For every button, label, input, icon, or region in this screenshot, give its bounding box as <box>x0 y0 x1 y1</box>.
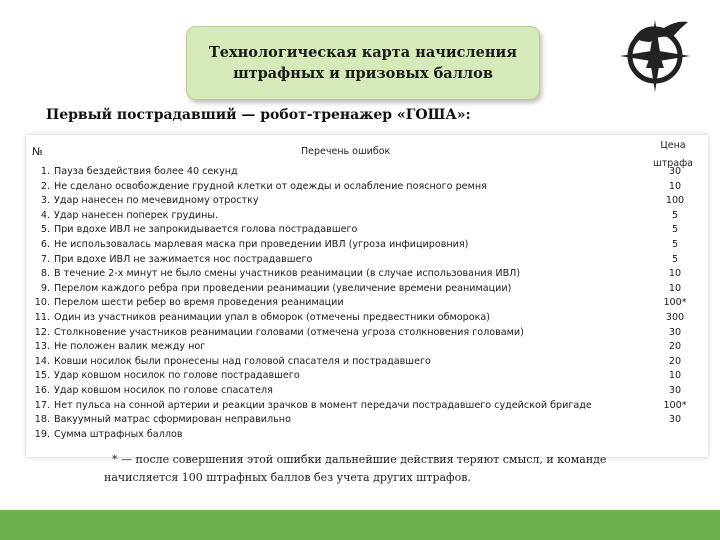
table-row <box>30 239 698 254</box>
row-number: 19. <box>34 428 50 440</box>
row-error-text: Не положен валик между ног <box>54 341 206 353</box>
row-penalty-value: 5 <box>671 209 679 221</box>
row-penalty-value: 5 <box>671 253 679 265</box>
row-error-text: При вдохе ИВЛ не зажимается нос пострадавшего <box>54 253 313 265</box>
row-penalty-value: 20 <box>668 355 682 367</box>
title-line-1: Технологическая карта начисления <box>209 44 517 61</box>
table-row <box>30 195 698 210</box>
row-number: 4. <box>40 209 50 221</box>
table-row <box>30 327 698 342</box>
header-errors-list: Перечень ошибок <box>301 146 391 157</box>
table-row <box>30 210 698 225</box>
row-penalty-value: 100* <box>663 399 687 411</box>
table-row <box>30 312 698 327</box>
table-row <box>30 166 698 181</box>
row-penalty-value: 300 <box>665 311 685 323</box>
row-penalty-value: 30 <box>668 326 682 338</box>
row-number: 14. <box>34 355 50 367</box>
row-number: 17. <box>34 399 50 411</box>
row-penalty-value: 5 <box>671 224 679 236</box>
row-number: 1. <box>40 166 50 177</box>
row-penalty-value: 5 <box>671 238 679 250</box>
title-box <box>186 26 540 100</box>
row-penalty-value: 30 <box>668 384 682 396</box>
row-error-text: Удар нанесен по мечевидному отростку <box>54 195 259 207</box>
header-price-line-2: штрафа <box>652 158 694 169</box>
row-penalty-value: 10 <box>668 282 682 294</box>
row-error-text: Не использовалась марлевая маска при проведении ИВЛ (угроза инфицировния) <box>54 238 469 250</box>
row-error-text: Нет пульса на сонной артерии и реакции зрачков в момент передачи пострадавшего судейской бригаде <box>54 399 592 411</box>
row-number: 18. <box>34 414 50 426</box>
subtitle: Первый пострадавший — робот-тренажер «ГОША»: <box>46 107 471 123</box>
row-error-text: Перелом шести ребер во время проведения реанимации <box>54 297 344 309</box>
table-row <box>30 254 698 269</box>
row-penalty-value: 100 <box>665 195 685 207</box>
table-row <box>30 181 698 196</box>
row-error-text: Вакуумный матрас сформирован неправильно <box>54 414 291 426</box>
row-number: 5. <box>40 224 50 236</box>
footnote-line-1: * — после совершения этой ошибки дальнейшие действия теряют смысл, и команде <box>112 453 607 466</box>
row-number: 7. <box>40 253 50 265</box>
row-number: 10. <box>34 297 50 309</box>
compass-rose-logo-icon <box>616 12 694 94</box>
row-error-text: Удар ковшом носилок по голове спасателя <box>54 384 273 396</box>
row-number: 12. <box>34 326 50 338</box>
footnote-line-2: начисляется 100 штрафных баллов без учета других штрафов. <box>104 471 471 484</box>
row-number: 2. <box>40 180 50 192</box>
row-error-text: Сумма штрафных баллов <box>54 428 183 440</box>
table-row <box>30 370 698 385</box>
row-penalty-value: 30 <box>668 166 682 177</box>
row-error-text: Удар ковшом носилок по голове пострадавшего <box>54 370 300 382</box>
row-error-text: Один из участников реанимации упал в обморок (отмечены предвестники обморока) <box>54 311 491 323</box>
row-error-text: Перелом каждого ребра при проведении реанимации (увеличение времени реанимации) <box>54 282 512 294</box>
row-number: 6. <box>40 238 50 250</box>
row-number: 16. <box>34 384 50 396</box>
row-error-text: Столкновение участников реанимации головами (отмечена угроза столкновения головами) <box>54 326 524 338</box>
bottom-bar <box>0 510 720 540</box>
table-row <box>30 268 698 283</box>
table-row <box>30 414 698 429</box>
row-penalty-value: 20 <box>668 341 682 353</box>
row-error-text: При вдохе ИВЛ не запрокидывается голова пострадавшего <box>54 224 358 236</box>
table-row <box>30 224 698 239</box>
title-line-2: штрафных и призовых баллов <box>233 65 493 82</box>
table-row <box>30 400 698 415</box>
row-error-text: Не сделано освобождение грудной клетки от одежды и ослабление поясного ремня <box>54 180 487 192</box>
table-row <box>30 297 698 312</box>
header-price-line-1: Цена <box>660 140 686 151</box>
row-number: 8. <box>40 268 50 280</box>
row-penalty-value: 10 <box>668 180 682 192</box>
table-row <box>30 283 698 298</box>
header-number: № <box>32 146 43 158</box>
table-row <box>30 429 698 444</box>
row-error-text: Ковши носилок были пронесены над головой спасателя и пострадавшего <box>54 355 431 367</box>
row-number: 9. <box>40 282 50 294</box>
row-number: 15. <box>34 370 50 382</box>
table-row <box>30 341 698 356</box>
row-number: 3. <box>40 195 50 207</box>
table-row <box>30 356 698 371</box>
penalty-rows <box>30 166 698 443</box>
table-row <box>30 385 698 400</box>
row-error-text: Удар нанесен поперек грудины. <box>54 209 219 221</box>
row-error-text: Пауза бездействия более 40 секунд <box>54 166 238 177</box>
row-penalty-value: 10 <box>668 268 682 280</box>
row-error-text: В течение 2-х минут не было смены участников реанимации (в случае использования ИВЛ) <box>54 268 521 280</box>
row-number: 13. <box>34 341 50 353</box>
row-penalty-value: 100* <box>663 297 687 309</box>
row-number: 11. <box>34 311 50 323</box>
row-penalty-value: 10 <box>668 370 682 382</box>
row-penalty-value: 30 <box>668 414 682 426</box>
